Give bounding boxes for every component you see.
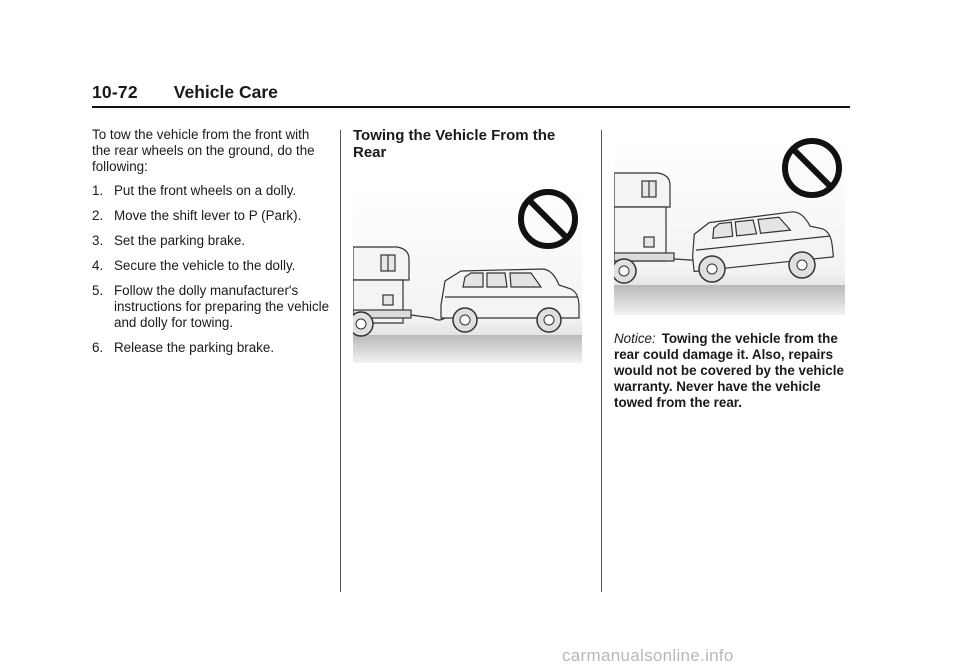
page-header xyxy=(92,82,850,108)
column-divider xyxy=(601,130,602,592)
notice-text: Notice: Towing the vehicle from the rear could damage it. Also, repairs would not be covered by the vehicle warranty. Never have the vehicle towed from the rear. xyxy=(614,331,844,410)
list-item: 4. Secure the vehicle to the dolly. xyxy=(92,258,296,273)
list-item: 6. Release the parking brake. xyxy=(92,340,275,355)
intro-text: To tow the vehicle from the front with the rear wheels on the ground, do the following: xyxy=(92,127,315,174)
steps-list xyxy=(92,183,330,356)
section-heading: Towing the Vehicle From the Rear xyxy=(353,127,556,161)
page-number: 10-72 xyxy=(92,82,138,102)
middle-column xyxy=(353,127,589,363)
notice-label: Notice: xyxy=(614,331,656,346)
list-item: 1. Put the front wheels on a dolly. xyxy=(92,183,297,198)
list-item: 3. Set the parking brake. xyxy=(92,233,246,248)
list-item: 5. Follow the dolly manufacturer's instructions for preparing the vehicle and dolly for towing. xyxy=(92,283,330,330)
rear-tow-illustration xyxy=(353,185,582,363)
section-title: Vehicle Care xyxy=(173,82,278,102)
column-divider xyxy=(340,130,341,592)
left-column xyxy=(92,127,330,365)
rear-tow-illustration-2 xyxy=(614,137,845,315)
right-column xyxy=(614,127,850,411)
watermark: carmanualsonline.info xyxy=(562,646,734,665)
list-item: 2. Move the shift lever to P (Park). xyxy=(92,208,302,223)
